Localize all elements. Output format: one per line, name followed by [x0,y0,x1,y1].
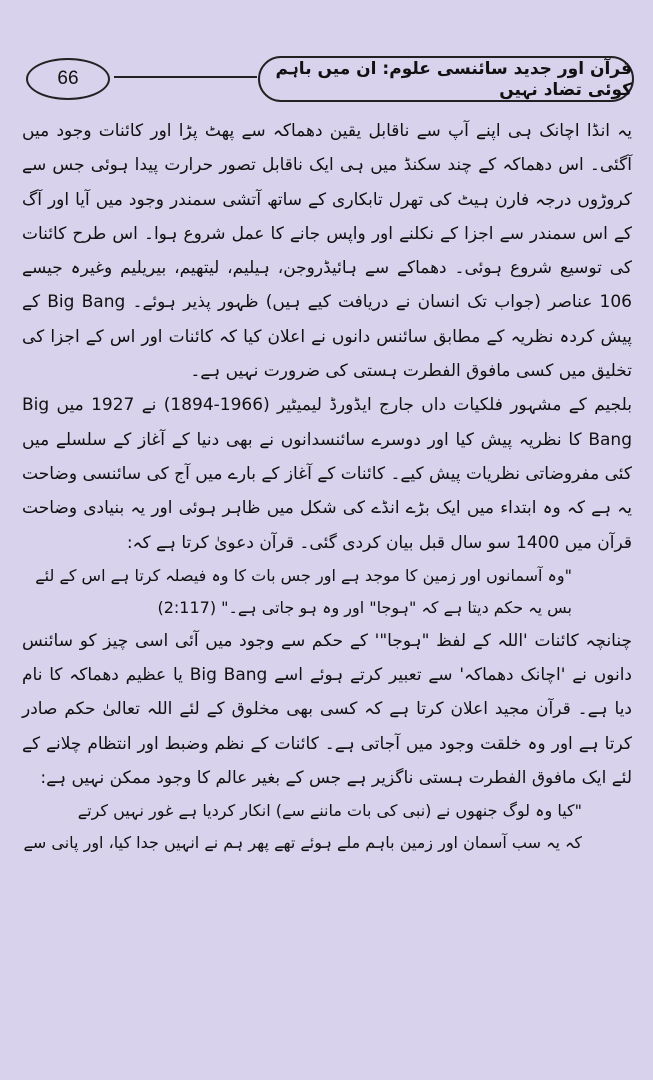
quran-quote-1 [22,560,632,624]
page-body [22,114,632,859]
quote-line: بس یہ حکم دیتا ہے کہ "ہوجا" اور وہ ہو جاتی ہے۔" (2:117) [157,597,572,617]
paragraph-3: چنانچہ کائنات 'اللہ کے لفظ "ہوجا"' کے حکم سے وجود میں آئی اسی چیز کو سائنس دانوں نے 'اچانک دھماکہ' سے تعبیر کرتے ہوئے اسے Big Bang یا عظیم دھماکہ کا نام دیا ہے۔ قرآن مجید اعلان کرتا ہے کہ کسی بھی مخلوق کے لئے اللہ تعالیٰ حکم صادر کرتا ہے اور وہ خلقت وجود میں آجاتی ہے۔ کائنات کے نظم وضبط اور انتظام چلانے کے لئے ایک مافوق الفطرت ہستی ناگزیر ہے جس کے بغیر عالم کا وجود ممکن نہیں ہے: [22,630,632,789]
quote-line: "کیا وہ لوگ جنھوں نے (نبی کی بات ماننے سے) انکار کردیا ہے غور نہیں کرتے [77,801,582,821]
paragraph-1: یہ انڈا اچانک ہی اپنے آپ سے ناقابل یقین دھماکہ سے پھٹ پڑا اور کائنات وجود میں آگئی۔ اس دھماکہ کے چند سکنڈ میں ہی ایک ناقابل تصور حرارت پیدا ہوئی جس سے کروڑوں درجہ فارن ہیٹ کی تھرل تابکاری کے ساتھ آتشی سمندر وجود میں آیا اور آگ کے اس سمندر سے اجزا کے نکلنے اور واپس جانے کا عمل شروع ہوا۔ اس طرح کائنات کی توسیع شروع ہوئی۔ دھماکے سے ہائیڈروجن، ہیلیم، لیتھیم، بیریلیم وغیرہ جیسے 106 عناصر (جواب تک انسان نے دریافت کیے ہیں) ظہور پذیر ہوئے۔ Big Bang کے پیش کردہ نظریہ کے مطابق سائنس دانوں نے اعلان کیا کہ کائنات اور اس کے اجزا کی تخلیق میں کسی مافوق الفطرت ہستی کی ضرورت نہیں ہے۔ [22,121,632,382]
quran-quote-2 [22,795,632,859]
chapter-title: قرآن اور جدید سائنسی علوم: ان میں باہم کوئی تضاد نہیں [258,56,634,102]
quote-line: "وہ آسمانوں اور زمین کا موجد ہے اور جس بات کا وہ فیصلہ کرتا ہے اس کے لئے [35,565,572,585]
paragraph-2: بلجیم کے مشہور فلکیات داں جارج ایڈورڈ لیمیٹیر (1966-1894) نے 1927 میں Big Bang کا نظریہ پیش کیا اور دوسرے سائنسدانوں نے بھی دنیا کے آغاز کے سلسلے میں کئی مفروضاتی نظریات پیش کیے۔ کائنات کے آغاز کے بارے میں آج کی سائنسی وضاحت یہ ہے کہ وہ ابتداء میں ایک بڑے انڈے کی شکل میں ظاہر ہوئی اور یہ بنیادی وضاحت قرآن میں 1400 سو سال قبل بیان کردی گئی۔ قرآن دعویٰ کرتا ہے کہ: [22,395,632,553]
header-divider [114,76,257,78]
quote-line: کہ یہ سب آسمان اور زمین باہم ملے ہوئے تھے پھر ہم نے انہیں جدا کیا، اور پانی سے [23,833,582,853]
page-header [18,46,635,108]
page-number: 66 [26,58,110,100]
